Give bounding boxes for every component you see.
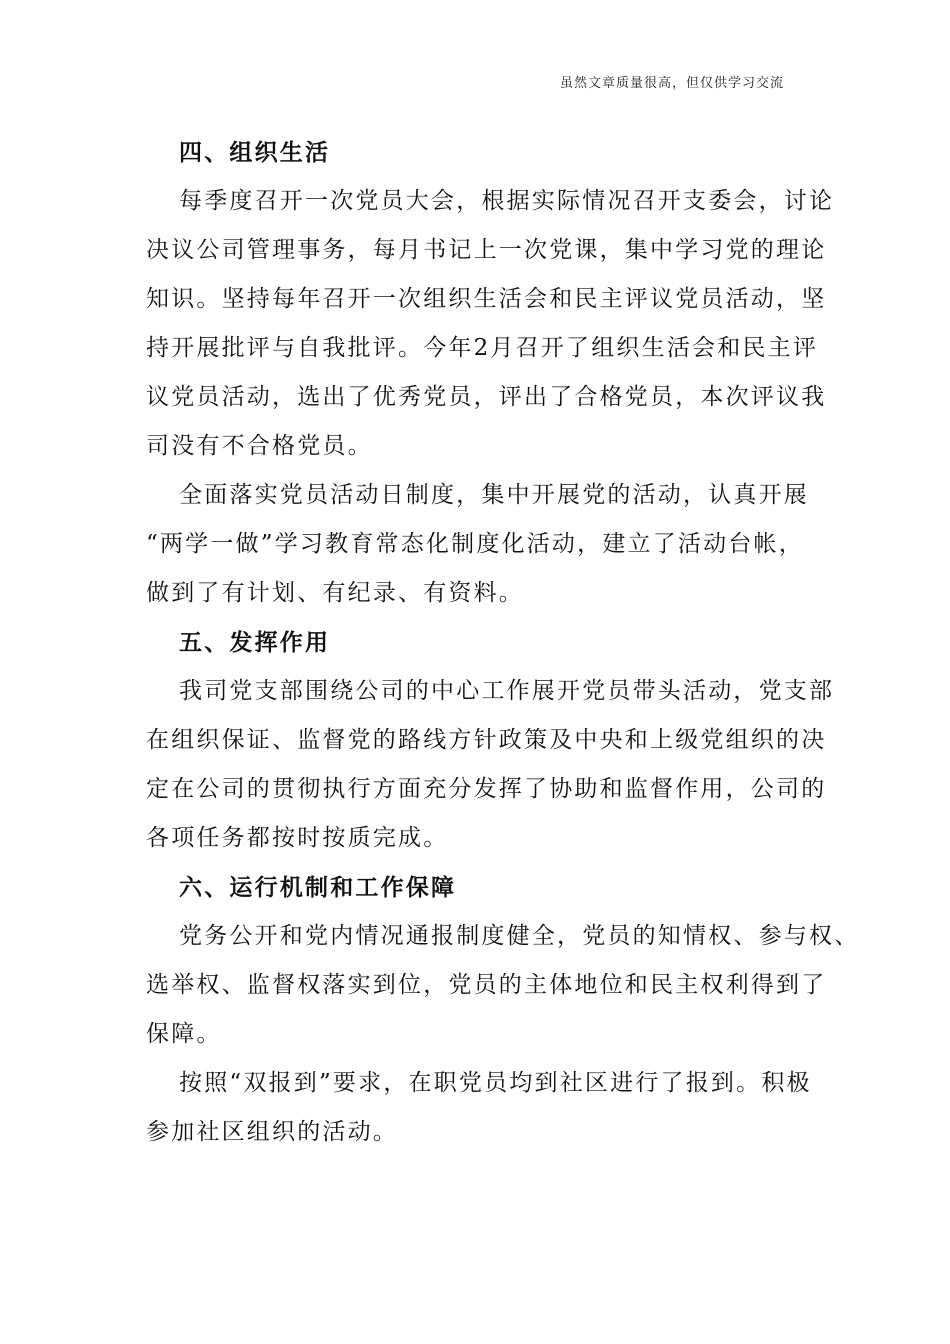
text-line: 在组织保证、监督党的路线方针政策及中央和上级党组织的决 bbox=[146, 727, 827, 753]
text-line: 我司党支部围绕公司的中心工作展开党员带头活动，党支部 bbox=[179, 678, 835, 704]
text-line: 决议公司管理事务，每月书记上一次党课，集中学习党的理论 bbox=[146, 237, 827, 263]
text-line: 司没有不合格党员。 bbox=[146, 433, 373, 459]
text-line: 持开展批评与自我批评。今年2月召开了组织生活会和民主评 bbox=[146, 335, 819, 361]
text-line: 全面落实党员活动日制度，集中开展党的活动，认真开展 bbox=[179, 482, 809, 508]
text-line: 按照“双报到”要求，在职党员均到社区进行了报到。积极 bbox=[179, 1070, 812, 1096]
text-line: “两学一做”学习教育常态化制度化活动，建立了活动台帐， bbox=[146, 531, 804, 557]
section-heading-6: 六、运行机制和工作保障 bbox=[179, 874, 457, 901]
text-line: 知识。坚持每年召开一次组织生活会和民主评议党员活动，坚 bbox=[146, 286, 827, 312]
text-line: 参加社区组织的活动。 bbox=[146, 1119, 398, 1145]
header-note: 虽然文章质量很高，但仅供学习交流 bbox=[560, 76, 785, 91]
section-heading-5: 五、发挥作用 bbox=[179, 629, 331, 656]
text-line: 议党员活动，选出了优秀党员，评出了合格党员，本次评议我 bbox=[146, 384, 827, 410]
text-line: 做到了有计划、有纪录、有资料。 bbox=[146, 580, 524, 606]
paragraph bbox=[146, 912, 860, 1059]
paragraph bbox=[146, 177, 835, 471]
paragraph bbox=[146, 1059, 816, 1157]
paragraph bbox=[146, 667, 835, 863]
text-line: 选举权、监督权落实到位，党员的主体地位和民主权利得到了 bbox=[146, 972, 827, 998]
text-line: 每季度召开一次党员大会，根据实际情况召开支委会，讨论 bbox=[179, 188, 835, 214]
section-heading-4: 四、组织生活 bbox=[179, 139, 331, 166]
paragraph bbox=[146, 471, 816, 618]
text-line: 各项任务都按时按质完成。 bbox=[146, 825, 449, 851]
document-body bbox=[146, 128, 860, 1157]
text-line: 定在公司的贯彻执行方面充分发挥了协助和监督作用，公司的 bbox=[146, 776, 827, 802]
text-line: 党务公开和党内情况通报制度健全，党员的知情权、参与权、 bbox=[179, 923, 860, 949]
text-line: 保障。 bbox=[146, 1021, 222, 1047]
